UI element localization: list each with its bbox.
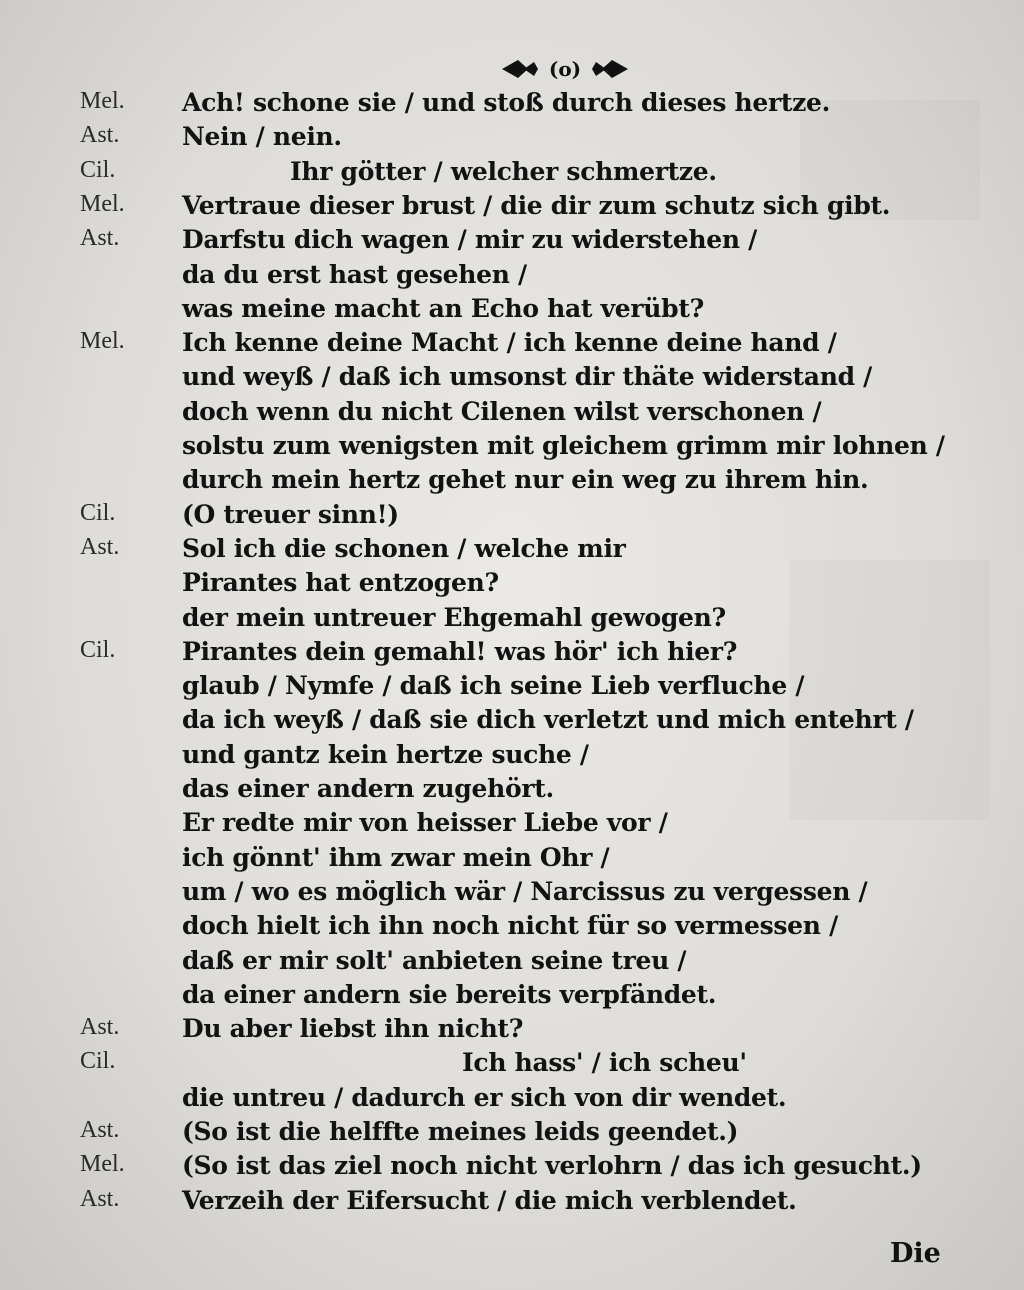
line-text: da ich weyß / daß sie dich verletzt und mich entehrt / (182, 705, 914, 735)
dialogue-line (0, 1083, 1024, 1117)
dialogue-line (0, 431, 1024, 465)
line-text: da einer andern sie bereits verpfändet. (182, 979, 717, 1009)
line-text: doch hielt ich ihn noch nicht für so vermessen / (182, 911, 838, 941)
speaker-label: Ast. (80, 533, 120, 560)
speaker-label: Ast. (80, 225, 120, 252)
line-text: Ihr götter / welcher schmertze. (290, 156, 717, 186)
dialogue-line (0, 877, 1024, 911)
dialogue-line (0, 465, 1024, 499)
speaker-label: Mel. (80, 190, 125, 217)
speaker-label: Ast. (80, 122, 120, 149)
catchword: Die (890, 1238, 941, 1269)
line-text: Darfstu dich wagen / mir zu widerstehen / (182, 225, 758, 255)
dialogue-line (0, 122, 1024, 156)
line-text: doch wenn du nicht Cilenen wilst verschonen / (182, 396, 822, 426)
dialogue-line (0, 705, 1024, 739)
dialogue-line (0, 157, 1024, 191)
dialogue-line (0, 328, 1024, 362)
line-text: um / wo es möglich wär / Narcissus zu vergessen / (182, 876, 868, 906)
dialogue-line (0, 88, 1024, 122)
speaker-label: Ast. (80, 1185, 120, 1212)
dialogue-line (0, 1151, 1024, 1185)
line-text: was meine macht an Echo hat verübt? (182, 293, 704, 323)
dialogue-line (0, 603, 1024, 637)
dialogue-line (0, 1186, 1024, 1220)
dialogue-line (0, 225, 1024, 259)
speaker-label: Mel. (80, 1151, 125, 1178)
line-text: solstu zum wenigsten mit gleichem grimm mir lohnen / (182, 431, 945, 460)
dialogue-line (0, 500, 1024, 534)
dialogue-line (0, 637, 1024, 671)
line-text: glaub / Nymfe / daß ich seine Lieb verfluche / (182, 671, 805, 701)
dialogue-line (0, 946, 1024, 980)
line-text: durch mein hertz gehet nur ein weg zu ihrem hin. (182, 465, 869, 495)
dialogue-line (0, 1014, 1024, 1048)
speaker-label: Mel. (80, 328, 125, 355)
speaker-label: Ast. (80, 1014, 120, 1041)
line-text: daß er mir solt' anbieten seine treu / (182, 945, 687, 975)
line-text: Er redte mir von heisser Liebe vor / (182, 808, 668, 838)
dialogue-line (0, 1117, 1024, 1151)
speaker-label: Cil. (80, 156, 116, 183)
dialogue-line (0, 671, 1024, 705)
line-text: und weyß / daß ich umsonst dir thäte widerstand / (182, 362, 873, 392)
line-text: (So ist das ziel noch nicht verlohrn / das ich gesucht.) (182, 1151, 922, 1181)
line-text: der mein untreuer Ehgemahl gewogen? (182, 602, 726, 632)
line-text: Pirantes dein gemahl! was hör' ich hier? (182, 636, 738, 666)
speaker-label: Cil. (80, 636, 116, 663)
dialogue-line (0, 740, 1024, 774)
line-text: die untreu / dadurch er sich von dir wendet. (182, 1082, 787, 1112)
dialogue-line (0, 260, 1024, 294)
speaker-label: Ast. (80, 1117, 120, 1143)
dialogue-line (0, 397, 1024, 431)
line-text: Ich hass' / ich scheu' (462, 1048, 747, 1078)
line-text: Sol ich die schonen / welche mir (182, 533, 626, 563)
dialogue-line (0, 568, 1024, 602)
line-text: Pirantes hat entzogen? (182, 568, 499, 598)
speaker-label: Cil. (80, 499, 116, 526)
dialogue-line (0, 191, 1024, 225)
header-ornament (500, 52, 630, 86)
line-text: Ach! schone sie / und stoß durch dieses hertze. (182, 88, 831, 117)
line-text: (O treuer sinn!) (182, 499, 399, 529)
dialogue-line (0, 843, 1024, 877)
line-text: und gantz kein hertze suche / (182, 739, 589, 769)
dialogue-line (0, 294, 1024, 328)
line-text: Verzeih der Eifersucht / die mich verblendet. (182, 1185, 797, 1215)
line-text: Nein / nein. (182, 122, 342, 152)
line-text: das einer andern zugehört. (182, 774, 554, 803)
ornament-text: (o) (548, 57, 582, 81)
dialogue-line (0, 534, 1024, 568)
line-text: da du erst hast gesehen / (182, 259, 527, 289)
line-text: (So ist die helffte meines leids geendet.) (182, 1117, 739, 1146)
line-text: Ich kenne deine Macht / ich kenne deine hand / (182, 328, 837, 358)
speaker-label: Mel. (80, 88, 125, 114)
line-text: Du aber liebst ihn nicht? (182, 1014, 524, 1044)
dialogue-line (0, 1048, 1024, 1082)
dialogue-line (0, 362, 1024, 396)
line-text: Vertraue dieser brust / die dir zum schutz sich gibt. (182, 190, 891, 220)
line-text: ich gönnt' ihm zwar mein Ohr / (182, 842, 610, 872)
dialogue-line (0, 911, 1024, 945)
dialogue-line (0, 808, 1024, 842)
dialogue-line (0, 980, 1024, 1014)
speaker-label: Cil. (80, 1048, 116, 1075)
dialogue-line (0, 774, 1024, 808)
